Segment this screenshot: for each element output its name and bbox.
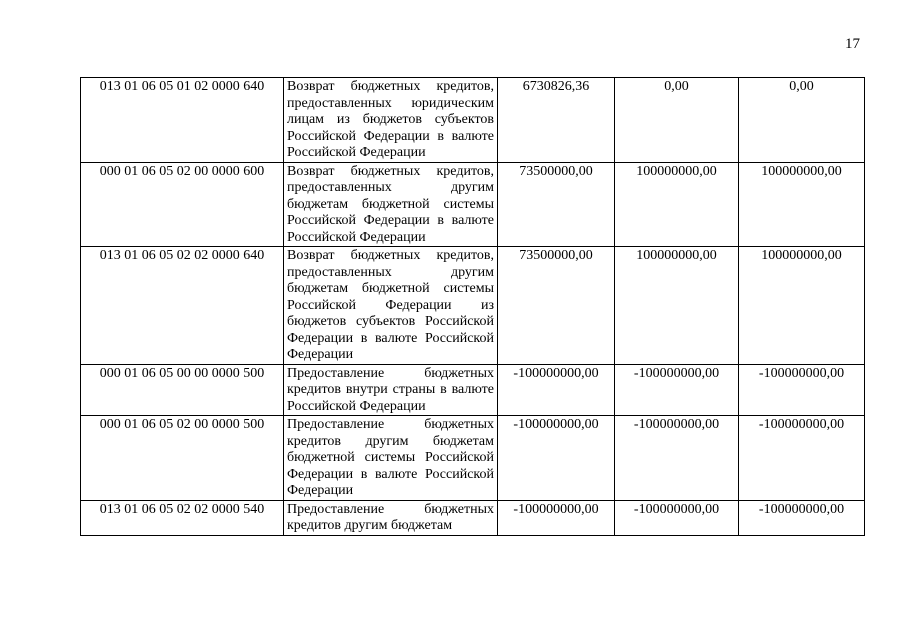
amount-year-2: -100000000,00 <box>615 364 739 416</box>
budget-code: 013 01 06 05 01 02 0000 640 <box>81 78 284 163</box>
budget-code: 013 01 06 05 02 02 0000 640 <box>81 247 284 365</box>
item-name: Предоставление бюджетных кредитов другим бюджетам бюджетной системы Российской Федерации в валюте Российской Федерации <box>284 416 498 501</box>
amount-year-3: 0,00 <box>739 78 865 163</box>
amount-year-3: -100000000,00 <box>739 364 865 416</box>
budget-code: 000 01 06 05 02 00 0000 500 <box>81 416 284 501</box>
item-name: Предоставление бюджетных кредитов другим бюджетам <box>284 500 498 535</box>
amount-year-1: -100000000,00 <box>498 500 615 535</box>
amount-year-2: 100000000,00 <box>615 162 739 247</box>
item-name: Предоставление бюджетных кредитов внутри страны в валюте Российской Федерации <box>284 364 498 416</box>
budget-code: 013 01 06 05 02 02 0000 540 <box>81 500 284 535</box>
amount-year-1: -100000000,00 <box>498 416 615 501</box>
budget-code: 000 01 06 05 00 00 0000 500 <box>81 364 284 416</box>
amount-year-3: -100000000,00 <box>739 416 865 501</box>
table-row <box>81 247 865 365</box>
table-row <box>81 162 865 247</box>
item-name: Возврат бюджетных кредитов, предоставленных другим бюджетам бюджетной системы Российской Федерации в валюте Российской Федерации <box>284 162 498 247</box>
amount-year-3: 100000000,00 <box>739 162 865 247</box>
amount-year-2: -100000000,00 <box>615 500 739 535</box>
item-name: Возврат бюджетных кредитов, предоставленных другим бюджетам бюджетной системы Российской Федерации из бюджетов субъектов Российской Федерации в валюте Российской Федерации <box>284 247 498 365</box>
amount-year-1: 6730826,36 <box>498 78 615 163</box>
budget-sources-table <box>80 77 865 536</box>
item-name: Возврат бюджетных кредитов, предоставленных юридическим лицам из бюджетов субъектов Российской Федерации в валюте Российской Федерации <box>284 78 498 163</box>
amount-year-2: 0,00 <box>615 78 739 163</box>
amount-year-1: 73500000,00 <box>498 162 615 247</box>
amount-year-2: 100000000,00 <box>615 247 739 365</box>
amount-year-1: 73500000,00 <box>498 247 615 365</box>
amount-year-2: -100000000,00 <box>615 416 739 501</box>
table-row <box>81 416 865 501</box>
table-row <box>81 78 865 163</box>
budget-code: 000 01 06 05 02 00 0000 600 <box>81 162 284 247</box>
amount-year-1: -100000000,00 <box>498 364 615 416</box>
amount-year-3: -100000000,00 <box>739 500 865 535</box>
page-number: 17 <box>845 36 860 52</box>
amount-year-3: 100000000,00 <box>739 247 865 365</box>
table-row <box>81 500 865 535</box>
table-row <box>81 364 865 416</box>
